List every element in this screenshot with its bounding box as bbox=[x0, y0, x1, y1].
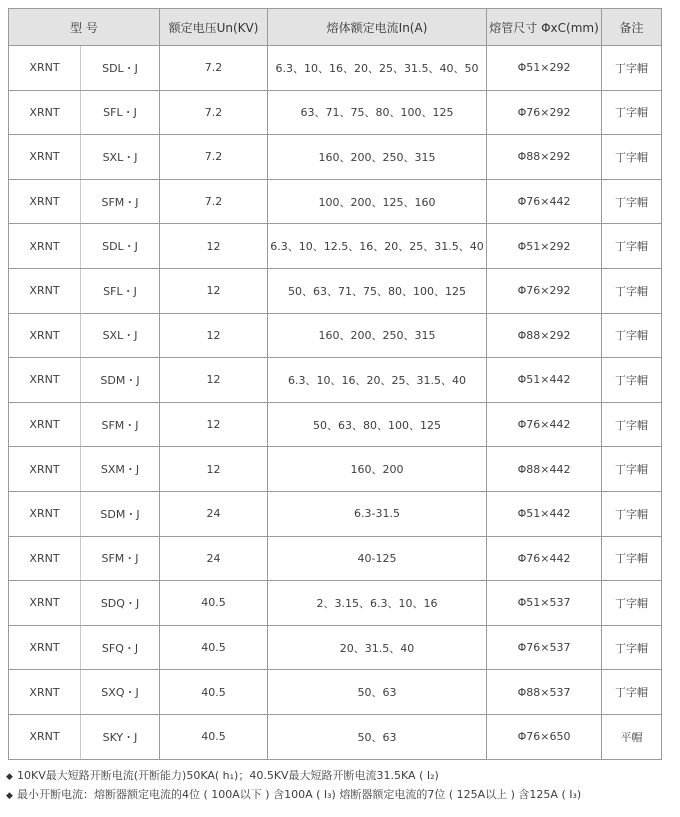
table-row bbox=[9, 402, 662, 447]
table-row bbox=[9, 536, 662, 581]
cell-tube-size: Φ51×442 bbox=[487, 358, 602, 403]
table-row bbox=[9, 625, 662, 670]
cell-type: SDM・J bbox=[81, 358, 160, 403]
cell-tube-size: Φ76×292 bbox=[487, 268, 602, 313]
table-header-row bbox=[9, 9, 662, 46]
cell-voltage: 40.5 bbox=[160, 581, 268, 626]
cell-type: SXL・J bbox=[81, 313, 160, 358]
cell-voltage: 12 bbox=[160, 313, 268, 358]
cell-remark: 丁字帽 bbox=[602, 135, 662, 180]
cell-series: XRNT bbox=[9, 179, 81, 224]
cell-voltage: 24 bbox=[160, 491, 268, 536]
diamond-bullet-icon: ◆ bbox=[6, 772, 13, 782]
cell-voltage: 7.2 bbox=[160, 90, 268, 135]
cell-voltage: 12 bbox=[160, 447, 268, 492]
table-row bbox=[9, 358, 662, 403]
note-line-1 bbox=[6, 766, 671, 785]
cell-voltage: 40.5 bbox=[160, 670, 268, 715]
cell-series: XRNT bbox=[9, 402, 81, 447]
cell-current: 20、31.5、40 bbox=[268, 625, 487, 670]
cell-voltage: 7.2 bbox=[160, 179, 268, 224]
note-line-2 bbox=[6, 785, 671, 804]
cell-current: 50、63、80、100、125 bbox=[268, 402, 487, 447]
cell-tube-size: Φ51×292 bbox=[487, 46, 602, 91]
cell-type: SKY・J bbox=[81, 714, 160, 759]
cell-tube-size: Φ88×537 bbox=[487, 670, 602, 715]
cell-current: 100、200、125、160 bbox=[268, 179, 487, 224]
cell-voltage: 40.5 bbox=[160, 625, 268, 670]
cell-remark: 丁字帽 bbox=[602, 358, 662, 403]
cell-current: 2、3.15、6.3、10、16 bbox=[268, 581, 487, 626]
header-current: 熔体额定电流In(A) bbox=[268, 9, 487, 46]
cell-series: XRNT bbox=[9, 581, 81, 626]
table-row bbox=[9, 135, 662, 180]
cell-type: SDQ・J bbox=[81, 581, 160, 626]
cell-series: XRNT bbox=[9, 90, 81, 135]
table-row bbox=[9, 46, 662, 91]
cell-current: 160、200、250、315 bbox=[268, 313, 487, 358]
cell-voltage: 24 bbox=[160, 536, 268, 581]
cell-remark: 丁字帽 bbox=[602, 625, 662, 670]
cell-series: XRNT bbox=[9, 536, 81, 581]
table-row bbox=[9, 714, 662, 759]
cell-voltage: 12 bbox=[160, 358, 268, 403]
cell-type: SXM・J bbox=[81, 447, 160, 492]
table-row bbox=[9, 224, 662, 269]
diamond-bullet-icon: ◆ bbox=[6, 791, 13, 801]
cell-type: SDL・J bbox=[81, 46, 160, 91]
cell-series: XRNT bbox=[9, 358, 81, 403]
cell-type: SXQ・J bbox=[81, 670, 160, 715]
cell-series: XRNT bbox=[9, 268, 81, 313]
table-row bbox=[9, 447, 662, 492]
cell-tube-size: Φ88×442 bbox=[487, 447, 602, 492]
cell-current: 160、200、250、315 bbox=[268, 135, 487, 180]
cell-type: SFM・J bbox=[81, 536, 160, 581]
note-text-2: 最小开断电流：熔断器额定电流的4位 ( 100A以下 ) 含100A ( I₃) 熔断器额定电流的7位 ( 125A以上 ) 含125A ( I₃) bbox=[17, 788, 582, 801]
cell-remark: 丁字帽 bbox=[602, 46, 662, 91]
fuse-spec-table bbox=[8, 8, 662, 760]
header-remark: 备注 bbox=[602, 9, 662, 46]
cell-remark: 丁字帽 bbox=[602, 536, 662, 581]
cell-remark: 丁字帽 bbox=[602, 447, 662, 492]
cell-remark: 丁字帽 bbox=[602, 90, 662, 135]
cell-remark: 丁字帽 bbox=[602, 313, 662, 358]
header-tube-size: 熔管尺寸 ΦxC(mm) bbox=[487, 9, 602, 46]
cell-remark: 丁字帽 bbox=[602, 581, 662, 626]
table-row bbox=[9, 491, 662, 536]
cell-voltage: 12 bbox=[160, 268, 268, 313]
cell-tube-size: Φ51×292 bbox=[487, 224, 602, 269]
cell-remark: 丁字帽 bbox=[602, 224, 662, 269]
cell-current: 50、63 bbox=[268, 714, 487, 759]
cell-remark: 丁字帽 bbox=[602, 179, 662, 224]
cell-remark: 丁字帽 bbox=[602, 491, 662, 536]
cell-series: XRNT bbox=[9, 313, 81, 358]
cell-series: XRNT bbox=[9, 224, 81, 269]
cell-series: XRNT bbox=[9, 46, 81, 91]
cell-current: 63、71、75、80、100、125 bbox=[268, 90, 487, 135]
cell-tube-size: Φ88×292 bbox=[487, 135, 602, 180]
cell-type: SFL・J bbox=[81, 268, 160, 313]
cell-current: 6.3、10、16、20、25、31.5、40 bbox=[268, 358, 487, 403]
cell-series: XRNT bbox=[9, 135, 81, 180]
cell-current: 6.3、10、16、20、25、31.5、40、50 bbox=[268, 46, 487, 91]
cell-tube-size: Φ76×537 bbox=[487, 625, 602, 670]
header-model: 型 号 bbox=[9, 9, 160, 46]
cell-series: XRNT bbox=[9, 447, 81, 492]
header-voltage: 额定电压Un(KV) bbox=[160, 9, 268, 46]
cell-type: SXL・J bbox=[81, 135, 160, 180]
cell-voltage: 7.2 bbox=[160, 135, 268, 180]
cell-remark: 平帽 bbox=[602, 714, 662, 759]
notes bbox=[6, 766, 671, 804]
cell-tube-size: Φ88×292 bbox=[487, 313, 602, 358]
cell-current: 50、63 bbox=[268, 670, 487, 715]
cell-remark: 丁字帽 bbox=[602, 268, 662, 313]
cell-tube-size: Φ76×442 bbox=[487, 536, 602, 581]
table-row bbox=[9, 268, 662, 313]
cell-voltage: 12 bbox=[160, 224, 268, 269]
cell-type: SDL・J bbox=[81, 224, 160, 269]
cell-type: SDM・J bbox=[81, 491, 160, 536]
cell-type: SFL・J bbox=[81, 90, 160, 135]
table-row bbox=[9, 90, 662, 135]
cell-tube-size: Φ51×537 bbox=[487, 581, 602, 626]
table-row bbox=[9, 670, 662, 715]
table-row bbox=[9, 581, 662, 626]
cell-voltage: 40.5 bbox=[160, 714, 268, 759]
cell-voltage: 7.2 bbox=[160, 46, 268, 91]
cell-remark: 丁字帽 bbox=[602, 402, 662, 447]
cell-tube-size: Φ76×650 bbox=[487, 714, 602, 759]
cell-type: SFM・J bbox=[81, 179, 160, 224]
cell-tube-size: Φ76×442 bbox=[487, 179, 602, 224]
cell-tube-size: Φ51×442 bbox=[487, 491, 602, 536]
table-body bbox=[9, 46, 662, 760]
cell-voltage: 12 bbox=[160, 402, 268, 447]
cell-series: XRNT bbox=[9, 625, 81, 670]
cell-current: 6.3-31.5 bbox=[268, 491, 487, 536]
cell-current: 50、63、71、75、80、100、125 bbox=[268, 268, 487, 313]
cell-tube-size: Φ76×442 bbox=[487, 402, 602, 447]
cell-series: XRNT bbox=[9, 670, 81, 715]
cell-current: 40-125 bbox=[268, 536, 487, 581]
note-text-1: 10KV最大短路开断电流(开断能力)50KA( h₁)；40.5KV最大短路开断电流31.5KA ( I₂) bbox=[17, 769, 439, 782]
cell-type: SFM・J bbox=[81, 402, 160, 447]
cell-tube-size: Φ76×292 bbox=[487, 90, 602, 135]
cell-series: XRNT bbox=[9, 714, 81, 759]
cell-current: 6.3、10、12.5、16、20、25、31.5、40 bbox=[268, 224, 487, 269]
cell-current: 160、200 bbox=[268, 447, 487, 492]
cell-type: SFQ・J bbox=[81, 625, 160, 670]
cell-series: XRNT bbox=[9, 491, 81, 536]
cell-remark: 丁字帽 bbox=[602, 670, 662, 715]
table-row bbox=[9, 179, 662, 224]
table-row bbox=[9, 313, 662, 358]
